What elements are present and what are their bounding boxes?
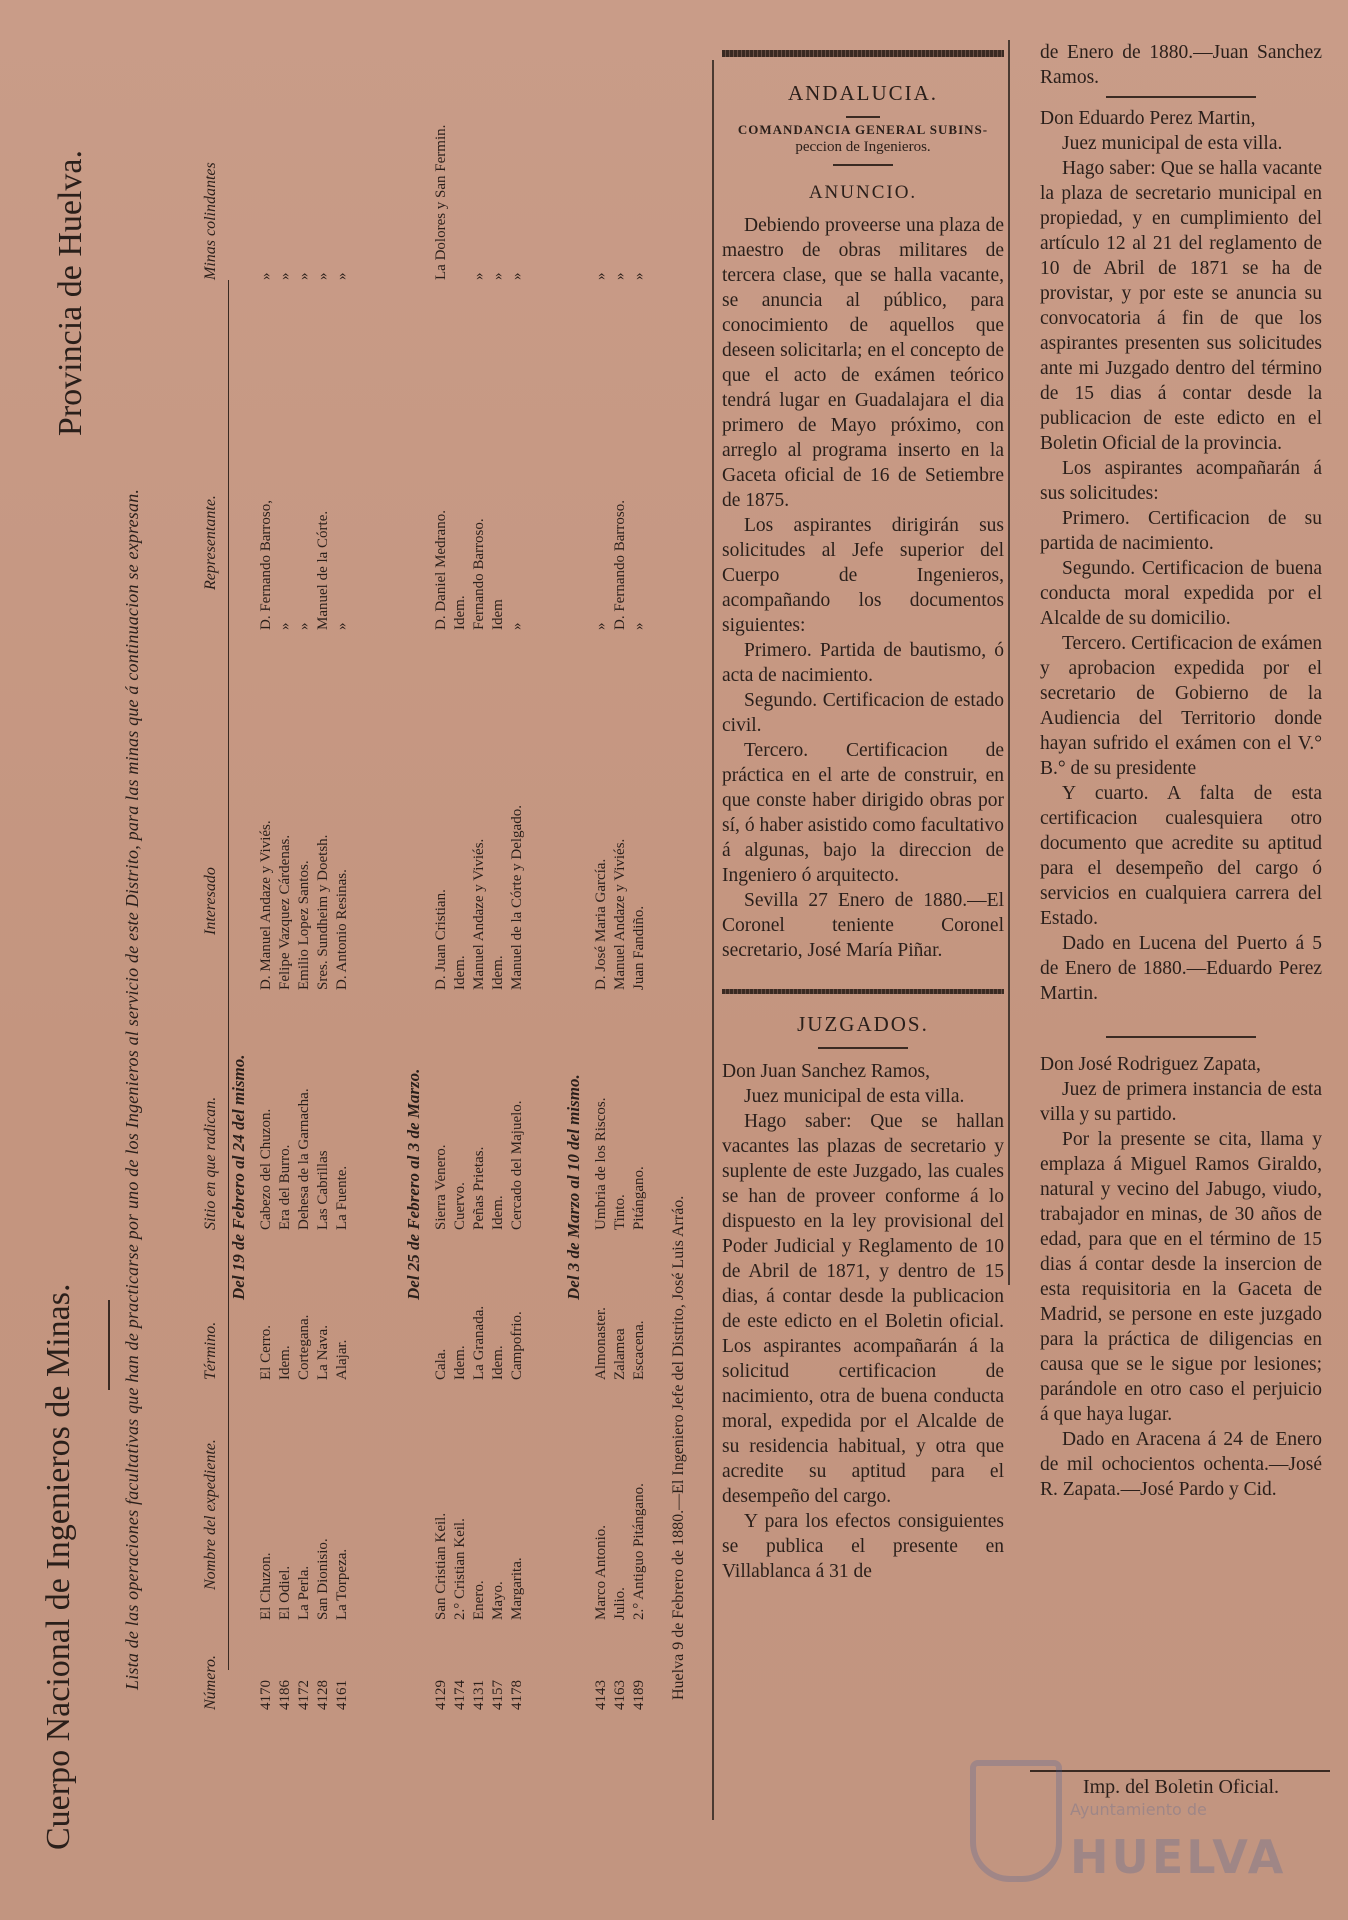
col-header-numero: Número. [202, 1655, 219, 1710]
table-cell: Idem. [452, 1345, 468, 1380]
table-cell: 2.° Cristian Keil. [452, 1518, 468, 1620]
col-header-minas: Minas colindantes [202, 162, 219, 280]
table-cell: 4186 [277, 1680, 293, 1710]
juzgado1-head: Don Juan Sanchez Ramos, [722, 1061, 930, 1082]
juzgado2-head: Don Eduardo Perez Martin, [1040, 108, 1256, 129]
table-cell: Fernando Barroso. [471, 518, 487, 630]
table-cell: Sierra Venero. [433, 1144, 449, 1230]
table-cell: Manuel de la Córte y Delgado. [509, 805, 525, 990]
table-row [257, 40, 276, 1920]
table-cell: Dehesa de la Garnacha. [296, 1088, 312, 1230]
juzgado1-paragraph: Y para los efectos consiguientes se publica el presente en Villablanca á 31 de [722, 1511, 1004, 1582]
comandancia-line: COMANDANCIA GENERAL SUBINS- [737, 122, 989, 137]
table-cell: La Perla. [296, 1565, 312, 1620]
comandancia-sub: peccion de Ingenieros. [795, 139, 931, 155]
table-cell: » [509, 622, 525, 630]
table-cell: Zalamea [612, 1328, 628, 1380]
juzgado2-paragraph: Primero. Certificacion de su partida de nacimiento. [1040, 508, 1322, 554]
table-cell: 4163 [612, 1680, 628, 1710]
col-header-sitio: Sitio en que radican. [202, 1096, 219, 1230]
heading-cuerpo: Cuerpo Nacional de Ingenieros de Minas. [40, 1283, 77, 1850]
table-cell: » [277, 272, 293, 280]
group-date: Del 3 de Marzo al 10 del mismo. [564, 1074, 583, 1300]
heading-provincia: Provincia de Huelva. [52, 150, 89, 437]
juzgado2-paragraph: Tercero. Certificacion de exámen y aprobacion expedida por el secretario de Gobierno de la Audiencia del Territorio donde hayan sufrido el exámen con el V.° B.° de su presidente [1040, 633, 1322, 779]
table-cell: Peñas Prietas. [471, 1146, 487, 1230]
table-cell: » [509, 272, 525, 280]
table-cell: Marco Antonio. [593, 1525, 609, 1620]
table-cell: Enero. [471, 1580, 487, 1620]
table-cell: Cercado del Majuelo. [509, 1100, 525, 1230]
table-cell: Manuel de la Córte. [315, 510, 331, 630]
table-cell: » [296, 272, 312, 280]
table-cell: Sres. Sundheim y Doetsh. [315, 834, 331, 990]
table-cell: D. Fernando Barroso, [258, 500, 274, 630]
table-cell: La Torpeza. [334, 1548, 350, 1620]
table-cell: 4170 [258, 1680, 274, 1710]
table-cell: Manuel Andaze y Viviés. [612, 838, 628, 990]
table-cell: La Nava. [315, 1325, 331, 1380]
anuncio-paragraph: Segundo. Certificacion de estado civil. [722, 690, 1004, 736]
table-row [451, 40, 470, 1920]
table-cell: Era del Burro. [277, 1144, 293, 1230]
table-cell: D. Manuel Andaze y Viviés. [258, 820, 274, 990]
watermark-line2: HUELVA [1070, 1830, 1287, 1884]
juzgado3-paragraph: Dado en Aracena á 24 de Enero de mil ochocientos ochenta.—José R. Zapata.—José Pardo y Cid. [1040, 1429, 1322, 1500]
table-cell: Emilio Lopez Santos. [296, 860, 312, 990]
header-rule [228, 280, 229, 1670]
column-divider [712, 60, 714, 1820]
table-row [314, 40, 333, 1920]
anuncio-paragraph: Sevilla 27 Enero de 1880.—El Coronel teniente Coronel secretario, José María Piñar. [722, 890, 1004, 961]
table-cell: 4178 [509, 1680, 525, 1710]
table-cell: 4172 [296, 1680, 312, 1710]
juzgado3-head: Don José Rodriguez Zapata, [1040, 1054, 1261, 1075]
table-cell: Margarita. [509, 1557, 525, 1620]
table-cell: » [258, 272, 274, 280]
table-cell: Las Cabrillas [315, 1150, 331, 1230]
table-cell: » [593, 622, 609, 630]
table-cell: Campofrio. [509, 1311, 525, 1380]
juzgado3-subhead: Juez de primera instancia de esta villa y su partido. [1040, 1079, 1322, 1125]
table-cell: San Dionisio. [315, 1538, 331, 1620]
table-cell: Pitángano. [631, 1166, 647, 1230]
col-header-interesado: Interesado [202, 867, 219, 935]
juzgado2-paragraph: Dado en Lucena del Puerto á 5 de Enero de 1880.—Eduardo Perez Martin. [1040, 933, 1322, 1004]
juzgado2-paragraph: Hago saber: Que se halla vacante la plaza de secretario municipal en propiedad, y en cumplimiento del artículo 12 al 21 del reglamento de 10 de Abril de 1871 se ha de provistar, y por este se anuncia su convocatoria á fin de que los aspirantes presenten sus solicitudes ante mi Juzgado dentro del término de 15 dias á contar desde la publicacion de este edicto en el Boletin Oficial de la provincia. [1040, 158, 1322, 454]
table-cell: » [631, 622, 647, 630]
colophon: Imp. del Boletin Oficial. [1082, 1776, 1280, 1798]
table-cell: Idem. [452, 955, 468, 990]
table-row [611, 40, 630, 1920]
table-row [432, 40, 451, 1920]
top-rule [722, 50, 1004, 57]
table-cell: El Odiel. [277, 1565, 293, 1620]
table-row [592, 40, 611, 1920]
col-header-termino: Término. [202, 1321, 219, 1380]
table-cell: Cuervo. [452, 1182, 468, 1230]
table-cell: Idem. [490, 1195, 506, 1230]
table-cell: Cabezo del Chuzon. [258, 1108, 274, 1230]
table-cell: 4174 [452, 1680, 468, 1710]
table-row [470, 40, 489, 1920]
section-title-juzgados: JUZGADOS. [797, 1012, 929, 1036]
table-cell: D. Antonio Resinas. [334, 869, 350, 990]
table-row [508, 40, 527, 1920]
table-cell: El Chuzon. [258, 1552, 274, 1620]
section-title-andalucia: ANDALUCIA. [787, 81, 939, 105]
column-andalucia [722, 40, 1004, 1584]
table-cell: » [593, 272, 609, 280]
table-cell: Idem. [452, 595, 468, 630]
separator-rule [722, 989, 1004, 994]
dash [833, 164, 893, 166]
table-row [489, 40, 508, 1920]
table-cell: » [471, 272, 487, 280]
group-date: Del 19 de Febrero al 24 del mismo. [229, 1054, 248, 1300]
table-cell: Cala. [433, 1348, 449, 1380]
column-divider-2 [1008, 40, 1010, 1285]
anuncio-paragraph: Primero. Partida de bautismo, ó acta de nacimiento. [722, 640, 1004, 686]
table-cell: 4157 [490, 1680, 506, 1710]
juzgado2-paragraph: Y cuarto. A falta de esta certificacion cualesquiera otro documento que acredite su aptitud para el desempeño del cargo ó servicios en cualquiera carrera del Estado. [1040, 783, 1322, 929]
juzgado2-subhead: Juez municipal de esta villa. [1062, 133, 1283, 154]
shield-icon [970, 1760, 1062, 1882]
table-cell: » [315, 272, 331, 280]
table-cell: Tinto. [612, 1194, 628, 1230]
table-row [333, 40, 352, 1920]
separator [1106, 1036, 1256, 1038]
table-footer: Huelva 9 de Febrero de 1880.—El Ingeniero Jefe del Distrito, José Luis Arráo. [670, 1195, 687, 1700]
table-cell: Idem. [490, 1345, 506, 1380]
title-rule [108, 1300, 110, 1390]
juzgado1-cont: de Enero de 1880.—Juan Sanchez Ramos. [1040, 42, 1322, 88]
table-cell: » [277, 622, 293, 630]
table-subtitle: Lista de las operaciones facultativas que han de practicarse por uno de los Ingenieros al servicio de este Distrito, para las minas que á continuacion se expresan. [122, 488, 142, 1690]
table-cell: Almonaster. [593, 1307, 609, 1380]
table-cell: » [334, 272, 350, 280]
table-cell: Felipe Vazquez Cárdenas. [277, 834, 293, 990]
table-cell: Escacena. [631, 1320, 647, 1380]
anuncio-title: ANUNCIO. [808, 182, 918, 203]
anuncio-paragraph: Tercero. Certificacion de práctica en el arte de construir, en que conste haber dirigido obras por sí, ó haber asistido como facultativo á algunas, bajo la direccion de Ingeniero ó arquitecto. [722, 740, 1004, 886]
table-cell: Idem [490, 599, 506, 630]
table-cell: Juan Fandiño. [631, 905, 647, 990]
table-cell: Julio. [612, 1587, 628, 1620]
table-cell: Cortegana. [296, 1314, 312, 1380]
table-row [276, 40, 295, 1920]
table-cell: » [296, 622, 312, 630]
anuncio-paragraph: Debiendo proveerse una plaza de maestro de obras militares de tercera clase, que se halla vacante, se anuncia al público, para conocimiento de aquellos que deseen solicitarla; en el concepto de que el acto de exámen teórico tendrá lugar en Guadalajara el dia primero de Mayo próximo, con arreglo al programa inserto en la Gaceta oficial de 16 de Setiembre de 1875. [722, 215, 1004, 511]
table-cell: 4161 [334, 1680, 350, 1710]
table-cell: Mayo. [490, 1581, 506, 1620]
table-cell: 4143 [593, 1680, 609, 1710]
juzgado1-paragraph: Hago saber: Que se hallan vacantes las plazas de secretario y suplente de este Juzgado, las cuales se han de proveer conforme á lo dispuesto en la ley provisional del Poder Judicial y Reglamento de 10 de Abril de 1871, y dentro de 15 dias, á contar desde la publicacion de este edicto en el Boletin oficial. Los aspirantes acompañarán á la solicitud certificacion de nacimiento, otra de buena conducta moral, expedida por el Alcalde de su residencia habitual, y otra que acredite su aptitud para el desempeño del cargo. [722, 1111, 1004, 1507]
table-row [630, 40, 649, 1920]
col-header-nombre: Nombre del expediente. [202, 1439, 219, 1590]
watermark-line1: Ayuntamiento de [1070, 1800, 1207, 1819]
table-cell: Manuel Andaze y Viviés. [471, 838, 487, 990]
table-cell: San Cristian Keil. [433, 1512, 449, 1620]
table-cell: D. Daniel Medrano. [433, 510, 449, 630]
table-cell: La Granada. [471, 1305, 487, 1380]
table-cell: » [612, 272, 628, 280]
table-cell: La Fuente. [334, 1165, 350, 1230]
table-cell: 4129 [433, 1680, 449, 1710]
mining-table-section [0, 40, 700, 1920]
anuncio-paragraph: Los aspirantes dirigirán sus solicitudes al Jefe superior del Cuerpo de Ingenieros, acompañando los documentos siguientes: [722, 515, 1004, 636]
archive-watermark [960, 1730, 1300, 1900]
table-cell: Alajar. [334, 1339, 350, 1380]
table-cell: » [631, 272, 647, 280]
table-cell: D. José Maria García. [593, 858, 609, 990]
dash [846, 116, 880, 118]
table-row [295, 40, 314, 1920]
table-cell: Umbria de los Riscos. [593, 1097, 609, 1230]
table-cell: 4131 [471, 1680, 487, 1710]
group-date: Del 25 de Febrero al 3 de Marzo. [404, 1068, 423, 1300]
col-header-representante: Representante. [202, 495, 219, 590]
dash [818, 1047, 908, 1049]
separator [1106, 96, 1256, 98]
table-cell: 4128 [315, 1680, 331, 1710]
juzgado1-subhead: Juez municipal de esta villa. [744, 1086, 965, 1107]
juzgado3-paragraph: Por la presente se cita, llama y emplaza á Miguel Ramos Giraldo, natural y vecino del Jabugo, viudo, trabajador en minas, de 30 años de edad, para que en el término de 15 dias á contar desde la insercion de esta requisitoria en la Gaceta de Madrid, se persone en este juzgado para la práctica de diligencias en causa que se le sigue por lesiones; parándole en otro caso el perjuicio á que haya lugar. [1040, 1129, 1322, 1425]
table-cell: 4189 [631, 1680, 647, 1710]
table-cell: Idem. [277, 1345, 293, 1380]
juzgado2-paragraph: Segundo. Certificacion de buena conducta moral expedida por el Alcalde de su domicilio. [1040, 558, 1322, 629]
table-cell: » [334, 622, 350, 630]
juzgado2-paragraph: Los aspirantes acompañarán á sus solicitudes: [1040, 458, 1322, 504]
table-cell: Idem. [490, 955, 506, 990]
table-cell: El Cerro. [258, 1325, 274, 1380]
table-cell: » [490, 272, 506, 280]
column-juzgados [1040, 40, 1322, 1502]
table-cell: D. Fernando Barroso. [612, 500, 628, 630]
table-cell: La Dolores y San Fermin. [433, 124, 449, 280]
table-cell: 2.° Antiguo Pitángano. [631, 1483, 647, 1620]
table-cell: D. Juan Cristian. [433, 889, 449, 990]
